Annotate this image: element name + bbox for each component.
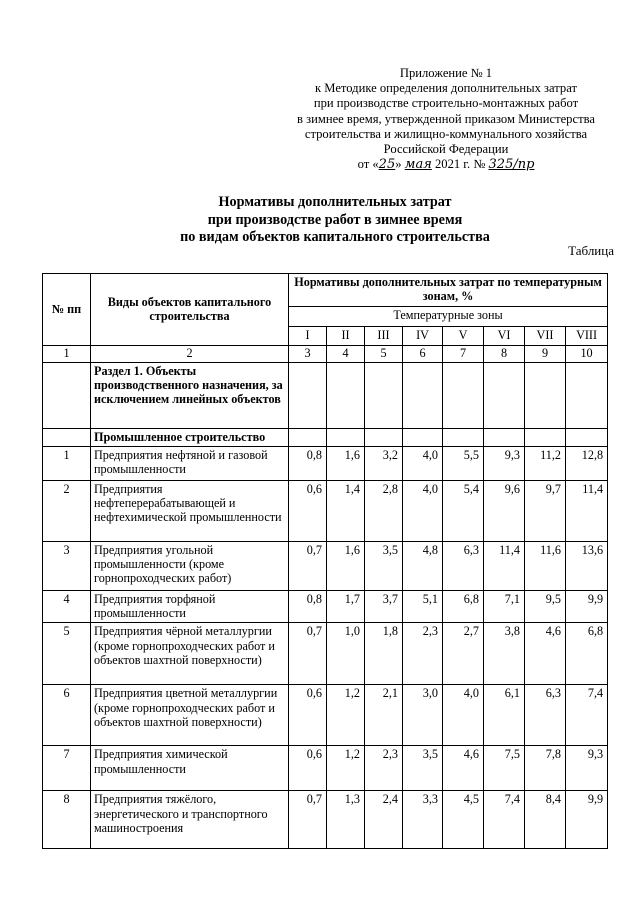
- column-number: 8: [484, 345, 525, 362]
- row-value: 7,1: [484, 590, 525, 623]
- row-value: 1,2: [327, 685, 365, 746]
- row-number: 2: [43, 480, 91, 541]
- column-number: 2: [91, 345, 289, 362]
- table-row: [43, 623, 608, 685]
- date-suffix: г. №: [460, 157, 486, 172]
- row-value: 9,3: [484, 446, 525, 480]
- row-value: 1,6: [327, 541, 365, 590]
- document-title: [150, 194, 520, 247]
- zone-header: II: [327, 326, 365, 345]
- column-number: 9: [525, 345, 566, 362]
- subsection-title: Промышленное строительство: [91, 428, 289, 446]
- row-value: 1,6: [327, 446, 365, 480]
- row-value: 4,6: [525, 623, 566, 685]
- header-row: [43, 274, 608, 307]
- zone-header: V: [443, 326, 484, 345]
- row-number: 5: [43, 623, 91, 685]
- header-kind: Виды объектов капитального строительства: [91, 274, 289, 346]
- row-value: 9,9: [566, 791, 608, 849]
- row-number: 8: [43, 791, 91, 849]
- table-row: [43, 480, 608, 541]
- row-value: 2,4: [365, 791, 403, 849]
- zone-header: VI: [484, 326, 525, 345]
- row-value: 2,7: [443, 623, 484, 685]
- row-value: 2,3: [403, 623, 443, 685]
- row-name: Предприятия тяжёлого, энергетического и транспортного машиностроения: [91, 791, 289, 849]
- row-value: 9,6: [484, 480, 525, 541]
- date-prefix: от «: [357, 157, 379, 172]
- row-value: 11,6: [525, 541, 566, 590]
- row-value: 11,4: [484, 541, 525, 590]
- row-name: Предприятия нефтеперерабатывающей и нефтехимической промышленности: [91, 480, 289, 541]
- row-value: 2,3: [365, 746, 403, 791]
- zone-header: I: [289, 326, 327, 345]
- row-value: 6,8: [566, 623, 608, 685]
- row-value: 5,1: [403, 590, 443, 623]
- appendix-line: строительства и жилищно-коммунального хозяйства: [304, 126, 588, 141]
- row-value: 2,1: [365, 685, 403, 746]
- row-value: 6,8: [443, 590, 484, 623]
- row-value: 4,5: [443, 791, 484, 849]
- table-label: Таблица: [568, 243, 614, 258]
- header-norms: Нормативы дополнительных затрат по температурным зонам, %: [289, 274, 608, 307]
- row-value: 0,7: [289, 623, 327, 685]
- title-line: Нормативы дополнительных затрат: [218, 194, 452, 210]
- row-value: 3,3: [403, 791, 443, 849]
- table-row: [43, 446, 608, 480]
- zone-header: III: [365, 326, 403, 345]
- zone-header: VIII: [566, 326, 608, 345]
- row-value: 3,2: [365, 446, 403, 480]
- row-number: 7: [43, 746, 91, 791]
- table-row: [43, 791, 608, 849]
- row-value: 1,2: [327, 746, 365, 791]
- column-number: 3: [289, 345, 327, 362]
- row-value: 6,3: [443, 541, 484, 590]
- row-value: 2,8: [365, 480, 403, 541]
- row-value: 0,8: [289, 446, 327, 480]
- table-row: [43, 746, 608, 791]
- row-name: Предприятия химической промышленности: [91, 746, 289, 791]
- row-value: 3,5: [365, 541, 403, 590]
- column-number: 10: [566, 345, 608, 362]
- zone-header: IV: [403, 326, 443, 345]
- row-value: 7,8: [525, 746, 566, 791]
- row-value: 6,1: [484, 685, 525, 746]
- row-number: 4: [43, 590, 91, 623]
- table-body: [43, 446, 608, 849]
- row-name: Предприятия чёрной металлургии (кроме горнопроходческих работ и объектов шахтной поверхности): [91, 623, 289, 685]
- row-value: 1,3: [327, 791, 365, 849]
- row-value: 12,8: [566, 446, 608, 480]
- row-value: 5,5: [443, 446, 484, 480]
- column-number: 7: [443, 345, 484, 362]
- title-line: по видам объектов капитального строительства: [180, 229, 490, 245]
- row-value: 0,6: [289, 685, 327, 746]
- row-value: 3,8: [484, 623, 525, 685]
- row-value: 13,6: [566, 541, 608, 590]
- appendix-line: к Методике определения дополнительных затрат: [315, 81, 577, 96]
- order-number: 325/пр: [488, 157, 535, 173]
- row-value: 7,4: [566, 685, 608, 746]
- date-day: 25: [378, 157, 396, 173]
- row-value: 9,7: [525, 480, 566, 541]
- header-num: № пп: [43, 274, 91, 346]
- row-number: 3: [43, 541, 91, 590]
- row-value: 0,6: [289, 746, 327, 791]
- column-number: 4: [327, 345, 365, 362]
- row-value: 6,3: [525, 685, 566, 746]
- row-name: Предприятия угольной промышленности (кроме горнопроходческих работ): [91, 541, 289, 590]
- row-value: 4,0: [443, 685, 484, 746]
- row-value: 4,8: [403, 541, 443, 590]
- row-name: Предприятия нефтяной и газовой промышленности: [91, 446, 289, 480]
- row-name: Предприятия цветной металлургии (кроме горнопроходческих работ и объектов шахтной поверхности): [91, 685, 289, 746]
- date-sep: »: [395, 157, 402, 172]
- row-value: 4,6: [443, 746, 484, 791]
- row-value: 9,5: [525, 590, 566, 623]
- appendix-line: Российской Федерации: [383, 142, 509, 157]
- row-value: 3,5: [403, 746, 443, 791]
- row-name: Предприятия торфяной промышленности: [91, 590, 289, 623]
- row-value: 7,5: [484, 746, 525, 791]
- date-month: мая: [404, 157, 432, 173]
- order-date-line: [282, 157, 610, 172]
- section-title: Раздел 1. Объекты производственного назначения, за исключением линейных объектов: [91, 362, 289, 428]
- row-value: 9,3: [566, 746, 608, 791]
- header-zones: Температурные зоны: [289, 306, 608, 326]
- row-value: 0,7: [289, 791, 327, 849]
- column-number: 1: [43, 345, 91, 362]
- table-row: [43, 590, 608, 623]
- row-value: 1,0: [327, 623, 365, 685]
- table-row: [43, 685, 608, 746]
- date-year: 2021: [434, 157, 461, 172]
- column-number: 5: [365, 345, 403, 362]
- zone-header: VII: [525, 326, 566, 345]
- row-value: 3,7: [365, 590, 403, 623]
- row-value: 1,4: [327, 480, 365, 541]
- row-value: 8,4: [525, 791, 566, 849]
- subsection-row: [43, 428, 608, 446]
- row-value: 5,4: [443, 480, 484, 541]
- row-value: 0,6: [289, 480, 327, 541]
- table-row: [43, 541, 608, 590]
- row-value: 11,4: [566, 480, 608, 541]
- appendix-line: в зимнее время, утвержденной приказом Министерства: [297, 111, 595, 126]
- row-value: 1,8: [365, 623, 403, 685]
- norms-table: [42, 273, 608, 849]
- section-row: [43, 362, 608, 428]
- row-value: 0,8: [289, 590, 327, 623]
- row-number: 1: [43, 446, 91, 480]
- title-line: при производстве работ в зимнее время: [207, 211, 463, 228]
- row-value: 3,0: [403, 685, 443, 746]
- row-value: 11,2: [525, 446, 566, 480]
- row-value: 4,0: [403, 480, 443, 541]
- appendix-block: [282, 66, 610, 172]
- row-value: 1,7: [327, 590, 365, 623]
- appendix-line: при производстве строительно-монтажных работ: [313, 96, 579, 111]
- row-value: 0,7: [289, 541, 327, 590]
- row-number: 6: [43, 685, 91, 746]
- row-value: 7,4: [484, 791, 525, 849]
- appendix-line: Приложение № 1: [399, 66, 493, 80]
- column-numbers-row: [43, 345, 608, 362]
- row-value: 9,9: [566, 590, 608, 623]
- column-number: 6: [403, 345, 443, 362]
- row-value: 4,0: [403, 446, 443, 480]
